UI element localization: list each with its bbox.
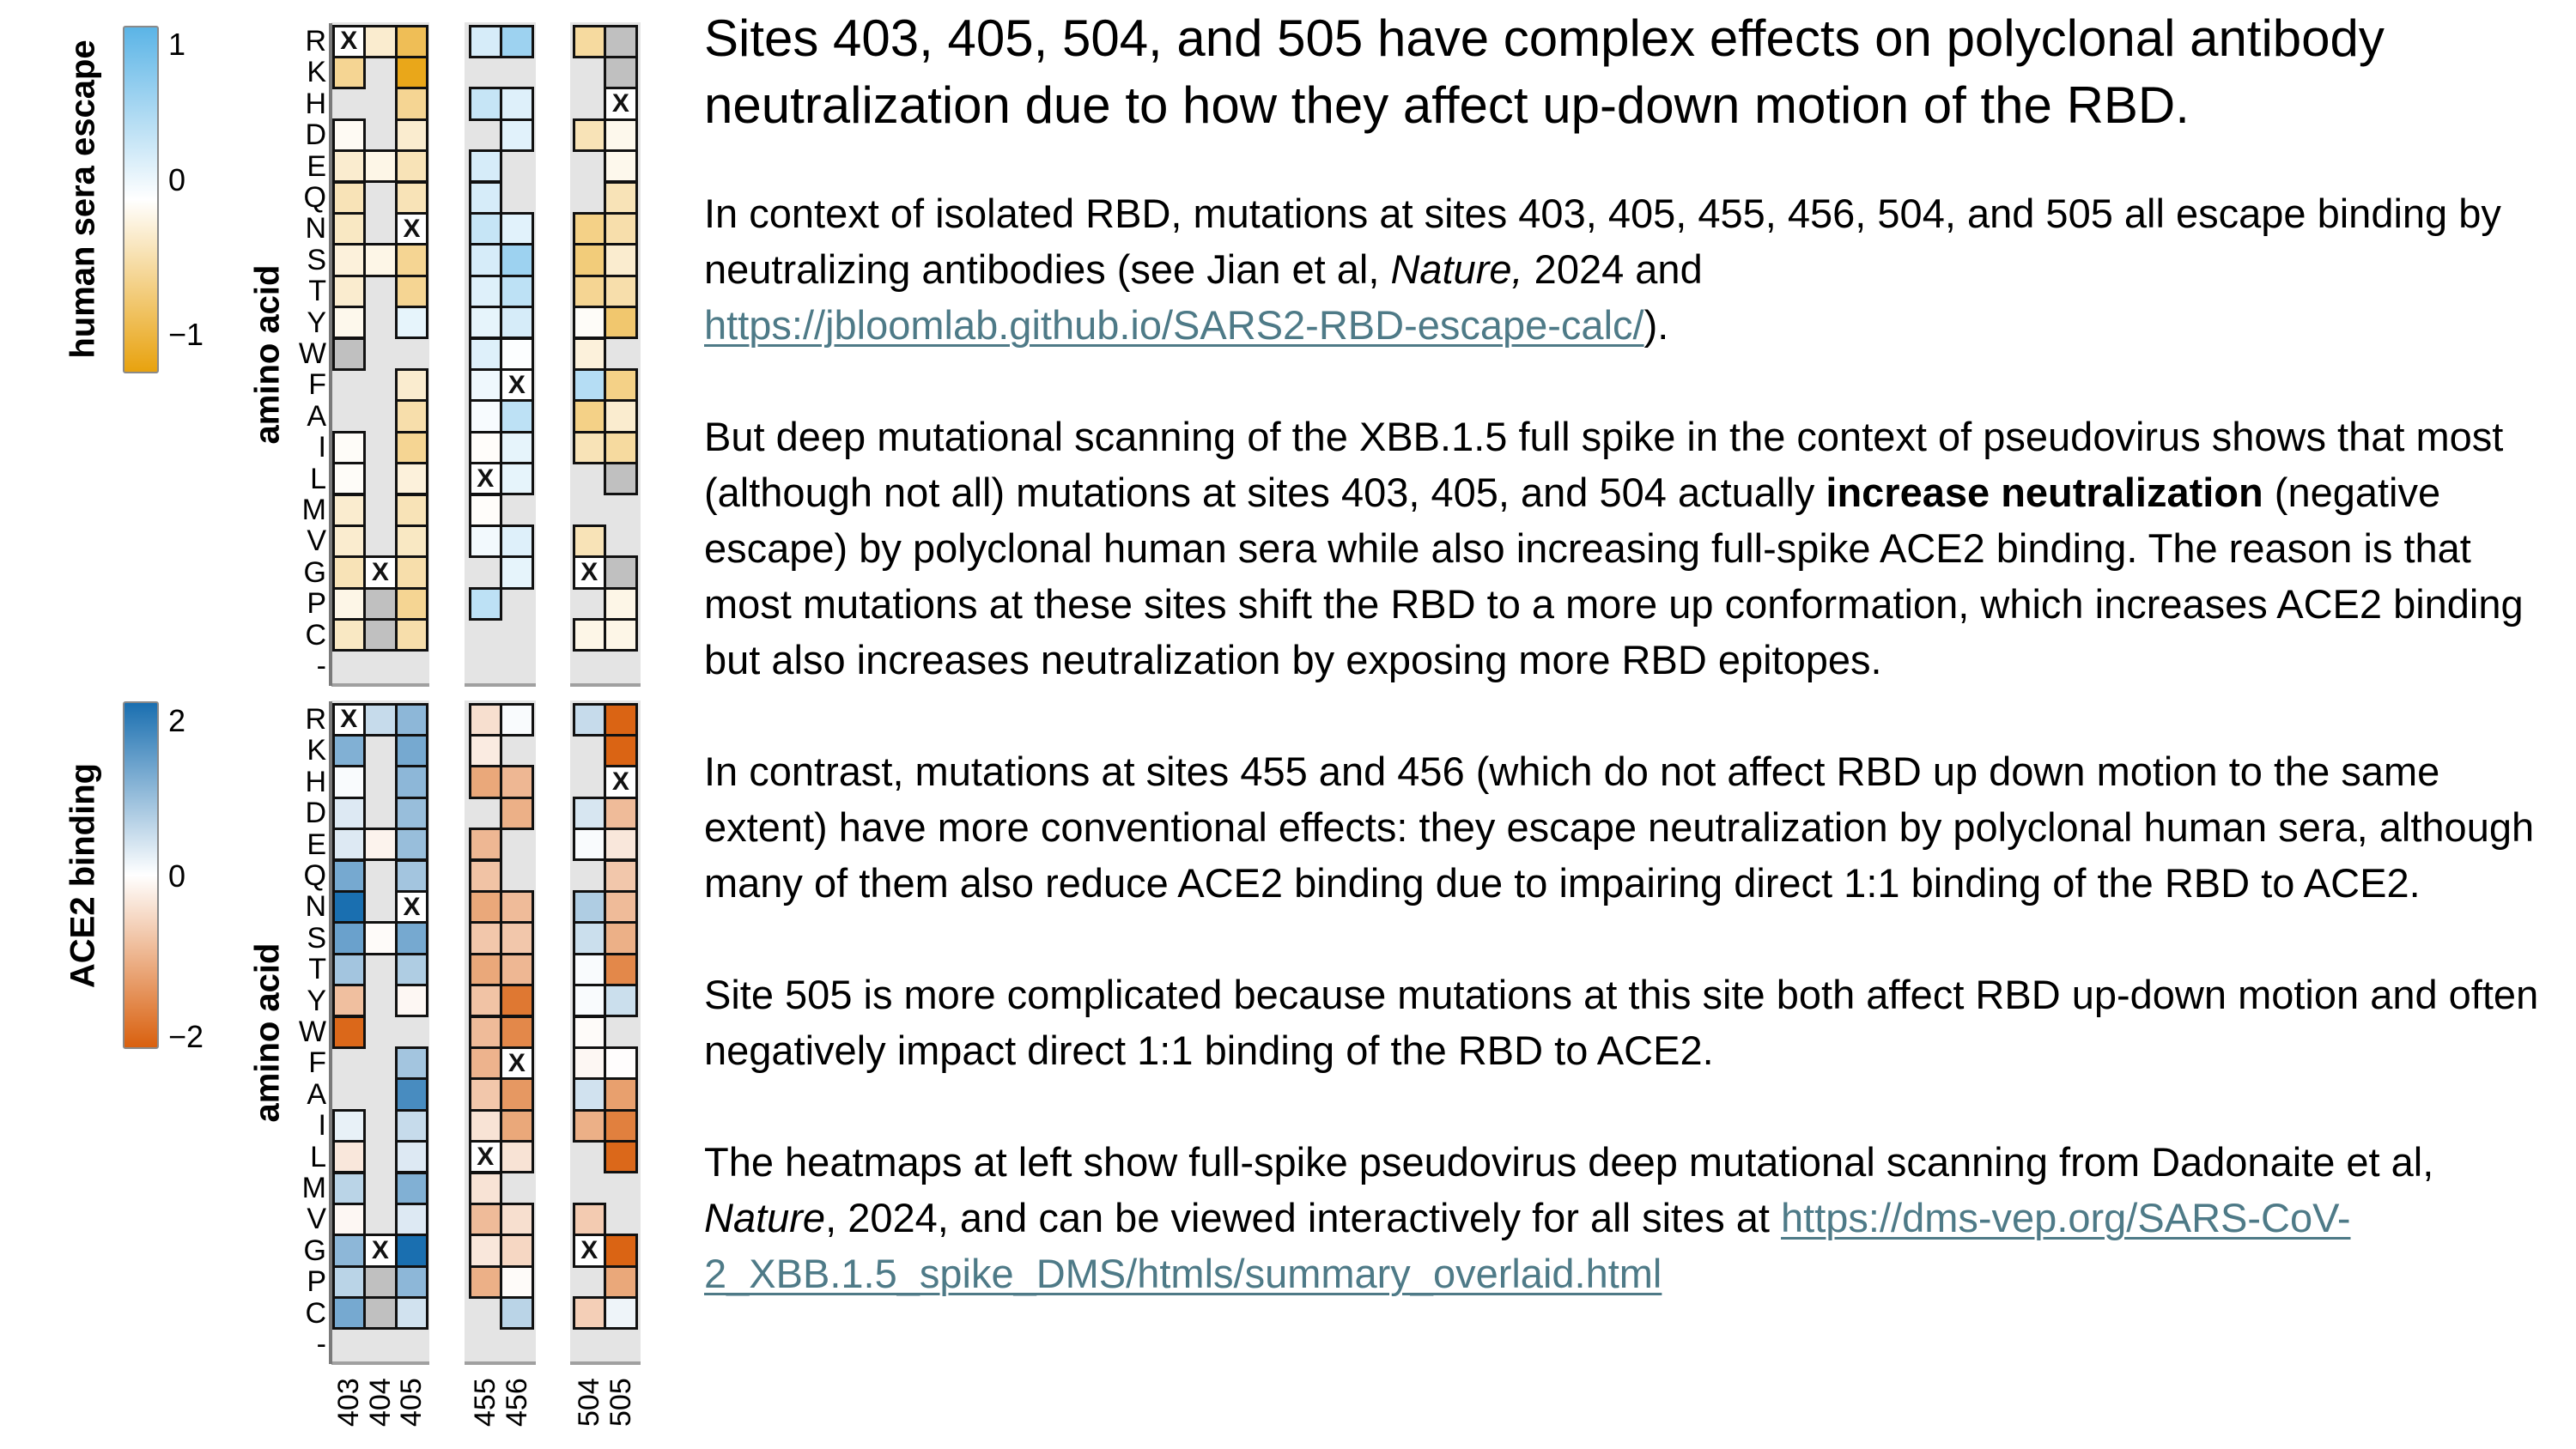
heatmap-cell (332, 1172, 367, 1205)
heatmap-cell (332, 921, 367, 955)
heatmap-cell (500, 921, 534, 955)
heatmap-cell (469, 1077, 503, 1111)
amino-acid-label: N (305, 890, 326, 924)
site-label: 405 (395, 1378, 428, 1427)
heatmap-cell (500, 368, 534, 402)
heatmap-cell (395, 243, 429, 276)
heatmap-cell (573, 243, 607, 276)
heatmap-cell (573, 618, 607, 652)
heatmap-cell (332, 1296, 367, 1330)
heatmap-cell (395, 555, 429, 589)
heatmap-cell (573, 368, 607, 402)
heatmap-cell (500, 797, 534, 830)
amino-acid-label: R (305, 25, 326, 58)
heatmap-cell (395, 1172, 429, 1205)
heatmap-cell (363, 149, 398, 183)
heatmap-cell (332, 494, 367, 527)
heatmap-cell (573, 1016, 607, 1049)
heatmap-cell (395, 25, 429, 58)
heatmap-cell (395, 524, 429, 558)
heatmap-cell (332, 56, 367, 89)
heatmap-cell (604, 56, 638, 89)
heatmap-cell (500, 462, 534, 495)
heatmap-cell (395, 734, 429, 767)
amino-acid-label: Y (307, 984, 326, 1017)
heatmap-cell (604, 1234, 638, 1267)
heatmap-cell (500, 337, 534, 371)
heatmap-cell (500, 890, 534, 924)
heatmap-cell (604, 618, 638, 652)
heatmap-cell (332, 1234, 367, 1267)
heatmap-cell (332, 555, 367, 589)
heatmap-cell (469, 1016, 503, 1049)
heatmap-cell (395, 1234, 429, 1267)
heatmap-cell (332, 524, 367, 558)
heatmap-cell (469, 524, 503, 558)
heatmap-cell (395, 87, 429, 120)
amino-acid-label: W (298, 337, 326, 370)
heatmap-cell (395, 618, 429, 652)
heatmap-cell (500, 306, 534, 339)
amino-acid-label: - (316, 1328, 326, 1361)
amino-acid-label: H (305, 765, 326, 798)
heatmap-cell (500, 243, 534, 276)
heatmap-cell (604, 118, 638, 152)
heatmap-cell (332, 890, 367, 924)
heatmap-cell (395, 1109, 429, 1143)
heatmap-cell (604, 399, 638, 433)
ace2-tick-max: 2 (168, 703, 186, 738)
heatmap-cell (469, 337, 503, 371)
heatmap-cell (604, 797, 638, 830)
heatmap-cell (573, 1109, 607, 1143)
amino-acid-label: V (307, 1203, 326, 1236)
heatmap-cell (363, 1296, 398, 1330)
heading: Sites 403, 405, 504, and 505 have complex effects on polyclonal antibody neutralization due to how they affect up-down motion of the RBD. (704, 9, 2385, 134)
heatmap-cell (332, 275, 367, 308)
heatmap-cell (469, 25, 503, 58)
explanation-text (704, 5, 2567, 1357)
heatmap-cell (573, 703, 607, 737)
heatmap-cell (573, 431, 607, 464)
heatmap-cell (395, 1203, 429, 1236)
ace2-tick-zero: 0 (168, 858, 186, 894)
heatmap-cell (500, 555, 534, 589)
heatmap-cell (500, 765, 534, 798)
site-label: 456 (500, 1378, 533, 1427)
heatmap-cell (500, 25, 534, 58)
heatmap-cell (469, 181, 503, 215)
heatmap-cell (573, 1077, 607, 1111)
heatmap-cell (395, 890, 429, 924)
heatmap-cell (500, 1234, 534, 1267)
heatmap-cell (469, 703, 503, 737)
heatmap-cell (500, 431, 534, 464)
heatmap-cell (573, 953, 607, 986)
heatmap-cell (573, 118, 607, 152)
heatmap-cell (469, 1172, 503, 1205)
heatmap-cell (395, 399, 429, 433)
amino-acid-label: E (307, 149, 326, 183)
heatmap-cell (332, 984, 367, 1017)
heatmap-cell (395, 1140, 429, 1173)
heatmap-cell (604, 306, 638, 339)
heatmap-cell (395, 828, 429, 861)
escape-calc-link[interactable]: https://jbloomlab.github.io/SARS2-RBD-escape-calc/ (704, 302, 1644, 348)
heatmap-cell (395, 984, 429, 1017)
amino-acid-label: P (307, 1265, 326, 1299)
heatmap-strip-baseline (570, 1361, 641, 1365)
heatmap-cell (604, 149, 638, 183)
amino-acid-label: F (308, 1046, 326, 1080)
heatmap-cell (363, 1265, 398, 1299)
heatmap-cell (469, 1203, 503, 1236)
heatmap-cell (573, 984, 607, 1017)
heatmap-cell (363, 555, 398, 589)
amino-acid-label: Q (303, 181, 326, 214)
heatmap-cell (332, 118, 367, 152)
heatmap-cell (604, 953, 638, 986)
heatmap-cell (573, 828, 607, 861)
heatmap-cell (332, 243, 367, 276)
heatmap-cell (395, 953, 429, 986)
heatmap-cell (363, 243, 398, 276)
paragraph-heatmap-source: The heatmaps at left show full-spike pseudovirus deep mutational scanning from Dadonaite et al, Nature, 2024, and can be viewed interactively for all sites at https://dms-vep.org/SARS-CoV-2_XBB.1.5_spike_DMS/htmls/summary_overlaid.html (704, 1139, 2434, 1296)
heatmap-cell (573, 1203, 607, 1236)
heatmap-cell (332, 1140, 367, 1173)
amino-acid-label: W (298, 1016, 326, 1048)
ace2-colorbar (123, 701, 159, 1049)
amino-acid-label: M (301, 1172, 326, 1204)
heatmap-cell (469, 859, 503, 893)
heatmap-cell (332, 703, 367, 737)
heatmap-cell (395, 462, 429, 495)
heatmap-cell (395, 494, 429, 527)
heatmap-cell (469, 1140, 503, 1173)
amino-acid-label: V (307, 524, 326, 558)
heatmap-cell (500, 984, 534, 1017)
heatmap-cell (573, 1234, 607, 1267)
heatmap-cell (604, 243, 638, 276)
heatmap-cell (573, 797, 607, 830)
heatmap-cell (395, 181, 429, 215)
heatmap-cell (604, 181, 638, 215)
amino-acid-label: Y (307, 306, 326, 339)
heatmap-cell (573, 337, 607, 371)
amino-acid-label: M (301, 494, 326, 526)
heatmap-cell (604, 734, 638, 767)
heatmap-cell (332, 462, 367, 495)
amino-acid-label: H (305, 87, 326, 120)
heatmap-cell (332, 181, 367, 215)
heatmap-cell (469, 921, 503, 955)
paragraph-site-505: Site 505 is more complicated because mutations at this site both affect RBD up-down motion and often negatively impact direct 1:1 binding of the RBD to ACE2. (704, 972, 2539, 1073)
heatmap-cell (604, 462, 638, 495)
heatmap-cell (395, 275, 429, 308)
heatmap-cell (395, 149, 429, 183)
heatmap-cell (604, 765, 638, 798)
site-label: 404 (363, 1378, 397, 1427)
escape-tick-zero: 0 (168, 162, 186, 197)
amino-acid-label: D (305, 797, 326, 830)
heatmap-cell (573, 1046, 607, 1080)
heatmap-cell (604, 587, 638, 621)
heatmap-cell (395, 1077, 429, 1111)
heatmap-cell (395, 765, 429, 798)
heatmap-cell (363, 1234, 398, 1267)
heatmap-cell (573, 399, 607, 433)
heatmap-cell (332, 587, 367, 621)
site-label: 504 (573, 1378, 605, 1427)
heatmap-cell (469, 587, 503, 621)
heatmap-cell (604, 859, 638, 893)
heatmap-cell (332, 1203, 367, 1236)
heatmap-strip-baseline (331, 683, 429, 687)
heatmap-cell (604, 703, 638, 737)
amino-acid-label: D (305, 118, 326, 152)
heatmap-cell (500, 212, 534, 246)
heatmap-cell (332, 859, 367, 893)
heatmap-cell (363, 703, 398, 737)
site-label: 455 (469, 1378, 501, 1427)
escape-tick-min: −1 (168, 317, 204, 352)
amino-acid-label: G (303, 555, 326, 589)
heatmap-cell (469, 1265, 503, 1299)
heatmap-cell (395, 859, 429, 893)
heatmap-cell (395, 431, 429, 464)
escape-colorbar (123, 26, 159, 373)
heatmap-cell (332, 1265, 367, 1299)
heatmap-cell (469, 212, 503, 246)
paragraph-contrast: In contrast, mutations at sites 455 and 456 (which do not affect RBD up down motion to the same extent) have more conventional effects: they escape neutralization by polyclonal human sera, although many of them also reduce ACE2 binding due to impairing direct 1:1 binding of the RBD to ACE2. (704, 749, 2535, 906)
heatmap-cell (604, 431, 638, 464)
amino-acid-label: N (305, 212, 326, 246)
heatmap-cell (604, 828, 638, 861)
heatmap-cell (395, 587, 429, 621)
amino-acid-label: T (308, 953, 326, 986)
heatmap-cell (395, 368, 429, 402)
heatmap-cell (469, 984, 503, 1017)
heatmap-cell (500, 1265, 534, 1299)
heatmap-cell (469, 462, 503, 495)
heatmap-cell (363, 587, 398, 621)
heatmap-cell (469, 494, 503, 527)
ace2-tick-min: −2 (168, 1019, 204, 1054)
heatmap-cell (604, 87, 638, 120)
heatmap-cell (469, 243, 503, 276)
heatmap-cell (500, 953, 534, 986)
heatmap-cell (332, 734, 367, 767)
amino-acid-label: I (318, 431, 326, 464)
heatmap-cell (573, 1296, 607, 1330)
heatmap-cell (332, 337, 367, 371)
heatmap-cell (604, 1296, 638, 1330)
heatmap-cell (604, 1109, 638, 1143)
heatmap-cell (363, 921, 398, 955)
heatmap-cell (573, 212, 607, 246)
heatmap-cell (332, 212, 367, 246)
heatmap-cell (573, 306, 607, 339)
heatmap-cell (332, 25, 367, 58)
paragraph-full-spike: But deep mutational scanning of the XBB.1.5 full spike in the context of pseudovirus shows that most (although not all) mutations at sites 403, 405, and 504 actually increase neutralization (negative escape) by polyclonal human sera while also increasing full-spike ACE2 binding. The reason is that most mutations at these sites shift the RBD to a more up conformation, which increases ACE2 binding but also increases neutralization by exposing more RBD epitopes. (704, 414, 2524, 682)
heatmap-cell (604, 921, 638, 955)
heatmap-cell (332, 1016, 367, 1049)
heatmap-cell (573, 921, 607, 955)
heatmap-cell (500, 1140, 534, 1173)
heatmap-cell (604, 1046, 638, 1080)
heatmap-cell (500, 118, 534, 152)
heatmap-cell (500, 1203, 534, 1236)
heatmap-cell (500, 524, 534, 558)
site-label: 403 (332, 1378, 365, 1427)
heatmap-cell (395, 1046, 429, 1080)
heatmap-cell (332, 618, 367, 652)
ace2-y-axis-title: amino acid (248, 943, 287, 1123)
heatmap-cell (363, 828, 398, 861)
heatmap-cell (332, 765, 367, 798)
amino-acid-label: K (307, 56, 326, 89)
heatmap-cell (469, 828, 503, 861)
amino-acid-label: P (307, 587, 326, 621)
heatmap-cell (573, 890, 607, 924)
amino-acid-label: C (305, 1296, 326, 1330)
heatmap-cell (604, 25, 638, 58)
heatmap-cell (332, 431, 367, 464)
heatmap-cell (469, 431, 503, 464)
heatmap-cell (604, 555, 638, 589)
heatmap-cell (363, 25, 398, 58)
heatmap-cell (573, 555, 607, 589)
heatmap-cell (469, 306, 503, 339)
heatmap-cell (395, 212, 429, 246)
amino-acid-label: Q (303, 859, 326, 892)
amino-acid-label: S (307, 921, 326, 955)
heatmap-cell (332, 1109, 367, 1143)
paragraph-isolated-rbd: In context of isolated RBD, mutations at sites 403, 405, 455, 456, 504, and 505 all escape binding by neutralizing antibodies (see Jian et al, Nature, 2024 and https://jbloomlab.github.io/SARS2-RBD-escape-calc/). (704, 191, 2501, 348)
heatmap-cell (500, 1109, 534, 1143)
heatmap-cell (332, 797, 367, 830)
escape-legend-title: human sera escape (64, 39, 102, 359)
heatmap-cell (604, 275, 638, 308)
y-axis-line (329, 23, 332, 686)
heatmap-cell (500, 1077, 534, 1111)
heatmap-cell (500, 399, 534, 433)
amino-acid-label: K (307, 734, 326, 767)
heatmap-cell (469, 368, 503, 402)
heatmap-cell (469, 149, 503, 183)
dms-vep-link[interactable]: https://dms-vep.org/SARS-CoV-2_XBB.1.5_spike_DMS/htmls/summary_overlaid.html (704, 1195, 2351, 1296)
amino-acid-label: F (308, 368, 326, 402)
heatmap-cell (332, 149, 367, 183)
heatmap-cell (573, 25, 607, 58)
heatmap-cell (604, 212, 638, 246)
amino-acid-label: - (316, 650, 326, 682)
amino-acid-label: R (305, 703, 326, 736)
heatmap-cell (500, 1046, 534, 1080)
heatmap-cell (395, 118, 429, 152)
heatmap-cell (395, 1265, 429, 1299)
heatmap-cell (395, 1296, 429, 1330)
heatmap-cell (469, 399, 503, 433)
escape-y-axis-title: amino acid (248, 264, 287, 445)
amino-acid-label: G (303, 1234, 326, 1267)
heatmap-cell (500, 1016, 534, 1049)
amino-acid-label: I (318, 1109, 326, 1143)
heatmap-cell (469, 734, 503, 767)
heatmap-cell (395, 56, 429, 89)
heatmap-cell (395, 306, 429, 339)
amino-acid-label: T (308, 275, 326, 308)
amino-acid-label: A (307, 399, 326, 433)
heatmap-cell (395, 921, 429, 955)
heatmap-cell (573, 524, 607, 558)
heatmap-cell (469, 953, 503, 986)
heatmap-strip-baseline (465, 683, 536, 687)
heatmap-strip-baseline (465, 1361, 536, 1365)
amino-acid-label: C (305, 618, 326, 652)
heatmap-cell (469, 275, 503, 308)
ace2-legend-title: ACE2 binding (64, 762, 102, 989)
heatmap-cell (604, 368, 638, 402)
heatmap-cell (395, 797, 429, 830)
heatmap-cell (604, 984, 638, 1017)
heatmap-strip-baseline (331, 1361, 429, 1365)
heatmap-cell (395, 703, 429, 737)
heatmap-cell (469, 1234, 503, 1267)
heatmap-cell (604, 1265, 638, 1299)
amino-acid-label: E (307, 828, 326, 861)
heatmap-cell (363, 618, 398, 652)
amino-acid-label: A (307, 1077, 326, 1111)
heatmap-cell (573, 275, 607, 308)
amino-acid-label: S (307, 243, 326, 276)
heatmap-cell (469, 1109, 503, 1143)
heatmap-cell (469, 890, 503, 924)
heatmap-cell (500, 87, 534, 120)
heatmap-cell (469, 87, 503, 120)
escape-tick-max: 1 (168, 27, 186, 62)
heatmap-cell (469, 765, 503, 798)
heatmap-cell (500, 275, 534, 308)
heatmap-cell (500, 703, 534, 737)
heatmap-cell (604, 890, 638, 924)
heatmap-strip-baseline (570, 683, 641, 687)
y-axis-line (329, 701, 332, 1364)
heatmap-cell (500, 1296, 534, 1330)
site-label: 505 (604, 1378, 637, 1427)
heatmap-cell (604, 1140, 638, 1173)
amino-acid-label: L (310, 462, 326, 495)
heatmap-cell (332, 306, 367, 339)
amino-acid-label: L (310, 1140, 326, 1173)
heatmap-cell (604, 1077, 638, 1111)
heatmap-cell (332, 828, 367, 861)
heatmap-cell (332, 953, 367, 986)
heatmap-cell (469, 1046, 503, 1080)
